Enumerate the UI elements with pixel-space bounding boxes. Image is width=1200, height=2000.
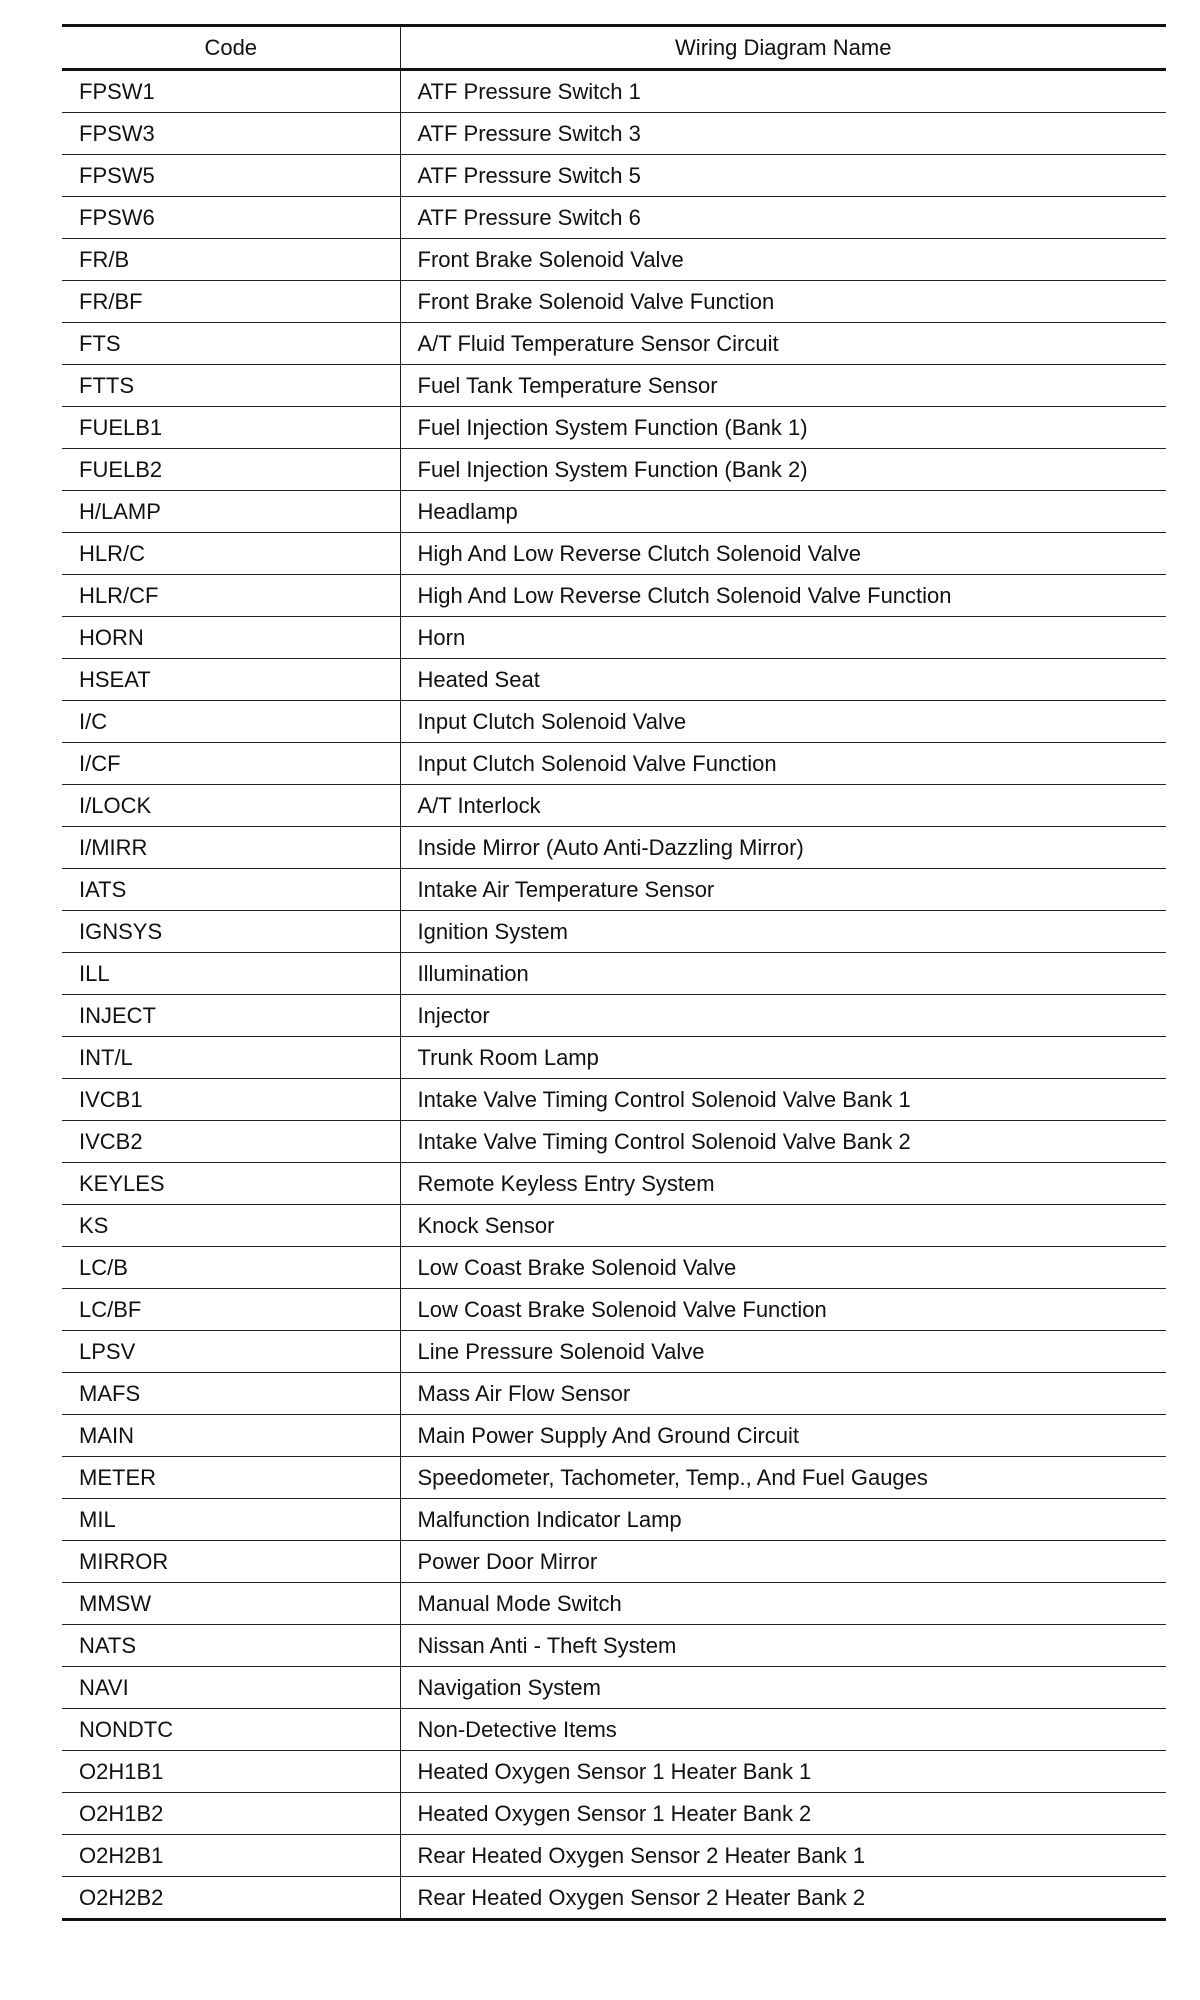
table-row	[62, 1709, 1166, 1751]
wiring-diagram-name-cell: ATF Pressure Switch 3	[400, 113, 1166, 155]
wiring-diagram-name-cell: Low Coast Brake Solenoid Valve	[400, 1247, 1166, 1289]
wiring-diagram-name-cell: High And Low Reverse Clutch Solenoid Valve Function	[400, 575, 1166, 617]
code-cell: LC/B	[62, 1247, 400, 1289]
wiring-diagram-name-cell: Mass Air Flow Sensor	[400, 1373, 1166, 1415]
table-body	[62, 70, 1166, 1920]
table-row	[62, 1037, 1166, 1079]
code-cell: FR/B	[62, 239, 400, 281]
wiring-diagram-name-cell: Heated Oxygen Sensor 1 Heater Bank 1	[400, 1751, 1166, 1793]
code-cell: LC/BF	[62, 1289, 400, 1331]
table-row	[62, 407, 1166, 449]
wiring-diagram-name-cell: ATF Pressure Switch 5	[400, 155, 1166, 197]
table-row	[62, 70, 1166, 113]
code-cell: MAFS	[62, 1373, 400, 1415]
code-cell: MIRROR	[62, 1541, 400, 1583]
wiring-diagram-name-cell: Horn	[400, 617, 1166, 659]
table-row	[62, 617, 1166, 659]
code-cell: KEYLES	[62, 1163, 400, 1205]
header-code: Code	[62, 26, 400, 70]
code-cell: I/MIRR	[62, 827, 400, 869]
table-row	[62, 575, 1166, 617]
code-cell: O2H1B1	[62, 1751, 400, 1793]
code-cell: O2H2B1	[62, 1835, 400, 1877]
code-cell: FPSW1	[62, 70, 400, 113]
code-cell: FPSW3	[62, 113, 400, 155]
table-row	[62, 323, 1166, 365]
code-cell: IGNSYS	[62, 911, 400, 953]
wiring-diagram-name-cell: Fuel Injection System Function (Bank 2)	[400, 449, 1166, 491]
table-row	[62, 911, 1166, 953]
code-cell: IVCB1	[62, 1079, 400, 1121]
code-cell: FTS	[62, 323, 400, 365]
code-cell: HLR/CF	[62, 575, 400, 617]
table-row	[62, 1163, 1166, 1205]
table-row	[62, 239, 1166, 281]
table-row	[62, 1583, 1166, 1625]
wiring-diagram-name-cell: Main Power Supply And Ground Circuit	[400, 1415, 1166, 1457]
wiring-diagram-name-cell: Intake Valve Timing Control Solenoid Valve Bank 1	[400, 1079, 1166, 1121]
table-row	[62, 1877, 1166, 1920]
wiring-diagram-name-cell: A/T Fluid Temperature Sensor Circuit	[400, 323, 1166, 365]
wiring-code-table	[62, 24, 1166, 1921]
code-cell: FUELB2	[62, 449, 400, 491]
code-cell: FTTS	[62, 365, 400, 407]
code-cell: MAIN	[62, 1415, 400, 1457]
table-row	[62, 113, 1166, 155]
code-cell: I/C	[62, 701, 400, 743]
code-cell: NAVI	[62, 1667, 400, 1709]
table-row	[62, 785, 1166, 827]
table-row	[62, 1289, 1166, 1331]
table-row	[62, 743, 1166, 785]
wiring-diagram-name-cell: Rear Heated Oxygen Sensor 2 Heater Bank 1	[400, 1835, 1166, 1877]
table-row	[62, 953, 1166, 995]
table-row	[62, 1247, 1166, 1289]
table-row	[62, 995, 1166, 1037]
code-cell: INJECT	[62, 995, 400, 1037]
wiring-diagram-name-cell: Headlamp	[400, 491, 1166, 533]
table-row	[62, 1121, 1166, 1163]
table-row	[62, 1457, 1166, 1499]
wiring-diagram-name-cell: Manual Mode Switch	[400, 1583, 1166, 1625]
table-header-row	[62, 26, 1166, 70]
wiring-diagram-name-cell: Fuel Tank Temperature Sensor	[400, 365, 1166, 407]
table-row	[62, 869, 1166, 911]
wiring-diagram-name-cell: Remote Keyless Entry System	[400, 1163, 1166, 1205]
code-cell: FPSW5	[62, 155, 400, 197]
table-row	[62, 281, 1166, 323]
wiring-diagram-name-cell: Power Door Mirror	[400, 1541, 1166, 1583]
code-cell: I/LOCK	[62, 785, 400, 827]
wiring-diagram-name-cell: Heated Oxygen Sensor 1 Heater Bank 2	[400, 1793, 1166, 1835]
wiring-diagram-name-cell: ATF Pressure Switch 1	[400, 70, 1166, 113]
header-wiring-diagram-name: Wiring Diagram Name	[400, 26, 1166, 70]
table-row	[62, 1541, 1166, 1583]
wiring-diagram-name-cell: A/T Interlock	[400, 785, 1166, 827]
wiring-diagram-name-cell: Input Clutch Solenoid Valve	[400, 701, 1166, 743]
wiring-diagram-name-cell: High And Low Reverse Clutch Solenoid Valve	[400, 533, 1166, 575]
wiring-diagram-name-cell: Intake Air Temperature Sensor	[400, 869, 1166, 911]
table-row	[62, 1667, 1166, 1709]
wiring-diagram-name-cell: Heated Seat	[400, 659, 1166, 701]
table-row	[62, 1373, 1166, 1415]
wiring-diagram-name-cell: Front Brake Solenoid Valve	[400, 239, 1166, 281]
table-row	[62, 1793, 1166, 1835]
wiring-diagram-name-cell: Intake Valve Timing Control Solenoid Valve Bank 2	[400, 1121, 1166, 1163]
wiring-diagram-name-cell: Nissan Anti - Theft System	[400, 1625, 1166, 1667]
table-row	[62, 197, 1166, 239]
table-row	[62, 827, 1166, 869]
table-row	[62, 155, 1166, 197]
wiring-diagram-name-cell: Trunk Room Lamp	[400, 1037, 1166, 1079]
code-cell: O2H1B2	[62, 1793, 400, 1835]
wiring-diagram-name-cell: Knock Sensor	[400, 1205, 1166, 1247]
wiring-diagram-name-cell: Illumination	[400, 953, 1166, 995]
table-row	[62, 1751, 1166, 1793]
table-row	[62, 1835, 1166, 1877]
code-cell: HSEAT	[62, 659, 400, 701]
code-cell: IVCB2	[62, 1121, 400, 1163]
wiring-diagram-name-cell: Ignition System	[400, 911, 1166, 953]
code-cell: LPSV	[62, 1331, 400, 1373]
code-cell: HORN	[62, 617, 400, 659]
wiring-diagram-name-cell: Input Clutch Solenoid Valve Function	[400, 743, 1166, 785]
code-cell: METER	[62, 1457, 400, 1499]
wiring-diagram-name-cell: Line Pressure Solenoid Valve	[400, 1331, 1166, 1373]
code-cell: KS	[62, 1205, 400, 1247]
code-cell: INT/L	[62, 1037, 400, 1079]
table-row	[62, 365, 1166, 407]
table-row	[62, 1415, 1166, 1457]
code-cell: NATS	[62, 1625, 400, 1667]
table-row	[62, 659, 1166, 701]
wiring-diagram-name-cell: Non-Detective Items	[400, 1709, 1166, 1751]
wiring-diagram-name-cell: Fuel Injection System Function (Bank 1)	[400, 407, 1166, 449]
table-row	[62, 449, 1166, 491]
code-cell: NONDTC	[62, 1709, 400, 1751]
table-row	[62, 1499, 1166, 1541]
code-cell: MIL	[62, 1499, 400, 1541]
code-cell: I/CF	[62, 743, 400, 785]
table-row	[62, 701, 1166, 743]
wiring-diagram-name-cell: Injector	[400, 995, 1166, 1037]
table-row	[62, 1205, 1166, 1247]
wiring-diagram-name-cell: Speedometer, Tachometer, Temp., And Fuel Gauges	[400, 1457, 1166, 1499]
wiring-code-table-page	[62, 24, 1166, 1921]
code-cell: MMSW	[62, 1583, 400, 1625]
table-row	[62, 491, 1166, 533]
wiring-diagram-name-cell: Low Coast Brake Solenoid Valve Function	[400, 1289, 1166, 1331]
wiring-diagram-name-cell: Rear Heated Oxygen Sensor 2 Heater Bank 2	[400, 1877, 1166, 1920]
code-cell: H/LAMP	[62, 491, 400, 533]
wiring-diagram-name-cell: ATF Pressure Switch 6	[400, 197, 1166, 239]
code-cell: O2H2B2	[62, 1877, 400, 1920]
table-row	[62, 1079, 1166, 1121]
code-cell: FR/BF	[62, 281, 400, 323]
code-cell: FUELB1	[62, 407, 400, 449]
code-cell: HLR/C	[62, 533, 400, 575]
code-cell: FPSW6	[62, 197, 400, 239]
table-row	[62, 1625, 1166, 1667]
table-row	[62, 533, 1166, 575]
wiring-diagram-name-cell: Navigation System	[400, 1667, 1166, 1709]
table-row	[62, 1331, 1166, 1373]
wiring-diagram-name-cell: Malfunction Indicator Lamp	[400, 1499, 1166, 1541]
wiring-diagram-name-cell: Front Brake Solenoid Valve Function	[400, 281, 1166, 323]
code-cell: IATS	[62, 869, 400, 911]
wiring-diagram-name-cell: Inside Mirror (Auto Anti-Dazzling Mirror)	[400, 827, 1166, 869]
code-cell: ILL	[62, 953, 400, 995]
